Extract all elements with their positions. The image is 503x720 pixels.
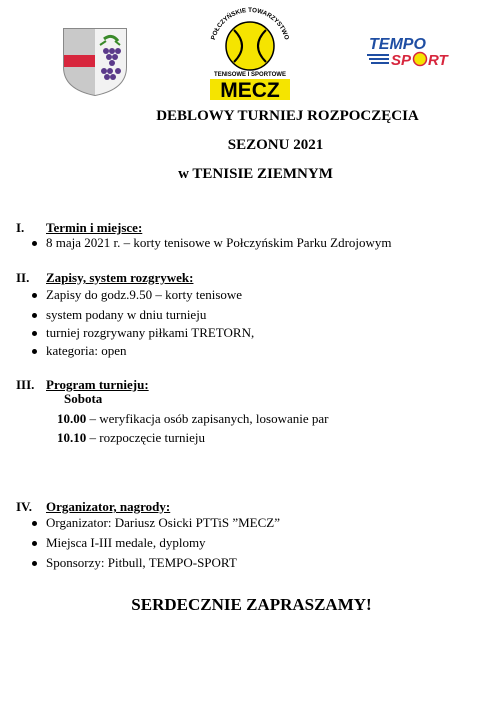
- bullet-icon: [32, 331, 37, 336]
- list-item: [32, 235, 392, 251]
- tempo-sport-logo: [367, 34, 479, 70]
- schedule-text: – rozpoczęcie turnieju: [86, 430, 205, 445]
- schedule-time: 10.10: [57, 430, 87, 445]
- schedule-text: – weryfikacja osób zapisanych, losowanie par: [86, 411, 329, 426]
- bullet-icon: [32, 349, 37, 354]
- section-heading: Organizator, nagrody:: [46, 499, 171, 514]
- section-heading: Zapisy, system rozgrywek:: [46, 270, 194, 285]
- list-item-text: kategoria: open: [46, 343, 127, 358]
- tempo-rt-text: RT: [428, 52, 448, 69]
- tempo-top-text: TEMPO: [369, 36, 426, 53]
- schedule-row: [57, 411, 328, 427]
- list-item-text: 8 maja 2021 r. – korty tenisowe w Połczyńskim Parku Zdrojowym: [46, 235, 392, 250]
- schedule-time: 10.00: [57, 411, 87, 426]
- mecz-sub-text: TENISOWE I SPORTOWE: [214, 72, 286, 78]
- bullet-icon: [32, 521, 37, 526]
- bullet-icon: [32, 313, 37, 318]
- section-number: IV.: [16, 499, 33, 514]
- section-heading: Program turnieju:: [46, 377, 149, 392]
- list-item: [32, 325, 254, 341]
- bullet-icon: [32, 541, 37, 546]
- list-item-text: system podany w dniu turnieju: [46, 307, 207, 322]
- bullet-icon: [32, 241, 37, 246]
- title-line-1: DEBLOWY TURNIEJ ROZPOCZĘCIA: [156, 108, 419, 124]
- list-item: [32, 343, 127, 359]
- mecz-club-logo: [200, 6, 300, 102]
- list-item-text: Zapisy do godz.9.50 – korty tenisowe: [46, 287, 243, 302]
- section-number: III.: [16, 377, 35, 392]
- mecz-name: MECZ: [220, 79, 280, 102]
- bullet-icon: [32, 561, 37, 566]
- closing-invitation: SERDECZNIE ZAPRASZAMY!: [131, 595, 372, 614]
- schedule-day: Sobota: [64, 391, 103, 406]
- tempo-sp-text: SP: [391, 52, 412, 69]
- section-number: II.: [16, 270, 30, 285]
- section-heading: Termin i miejsce:: [46, 220, 143, 235]
- bullet-icon: [32, 293, 37, 298]
- list-item: [32, 287, 242, 303]
- section-number: I.: [16, 220, 25, 235]
- schedule-row: [57, 430, 205, 446]
- list-item-text: Organizator: Dariusz Osicki PTTiS ”MECZ”: [46, 515, 280, 530]
- mecz-arc-text: POŁCZYŃSKIE TOWARZYSTWO: [210, 6, 291, 41]
- list-item-text: Sponsorzy: Pitbull, TEMPO-SPORT: [46, 555, 237, 570]
- list-item: [32, 307, 206, 323]
- list-item: [32, 535, 206, 551]
- title-line-3: w TENISIE ZIEMNYM: [178, 166, 333, 182]
- title-line-2: SEZONU 2021: [227, 137, 324, 153]
- list-item-text: Miejsca I-III medale, dyplomy: [46, 535, 206, 550]
- list-item-text: turniej rozgrywany piłkami TRETORN,: [46, 325, 255, 340]
- list-item: [32, 515, 280, 531]
- list-item: [32, 555, 237, 571]
- town-crest-logo: [62, 27, 128, 97]
